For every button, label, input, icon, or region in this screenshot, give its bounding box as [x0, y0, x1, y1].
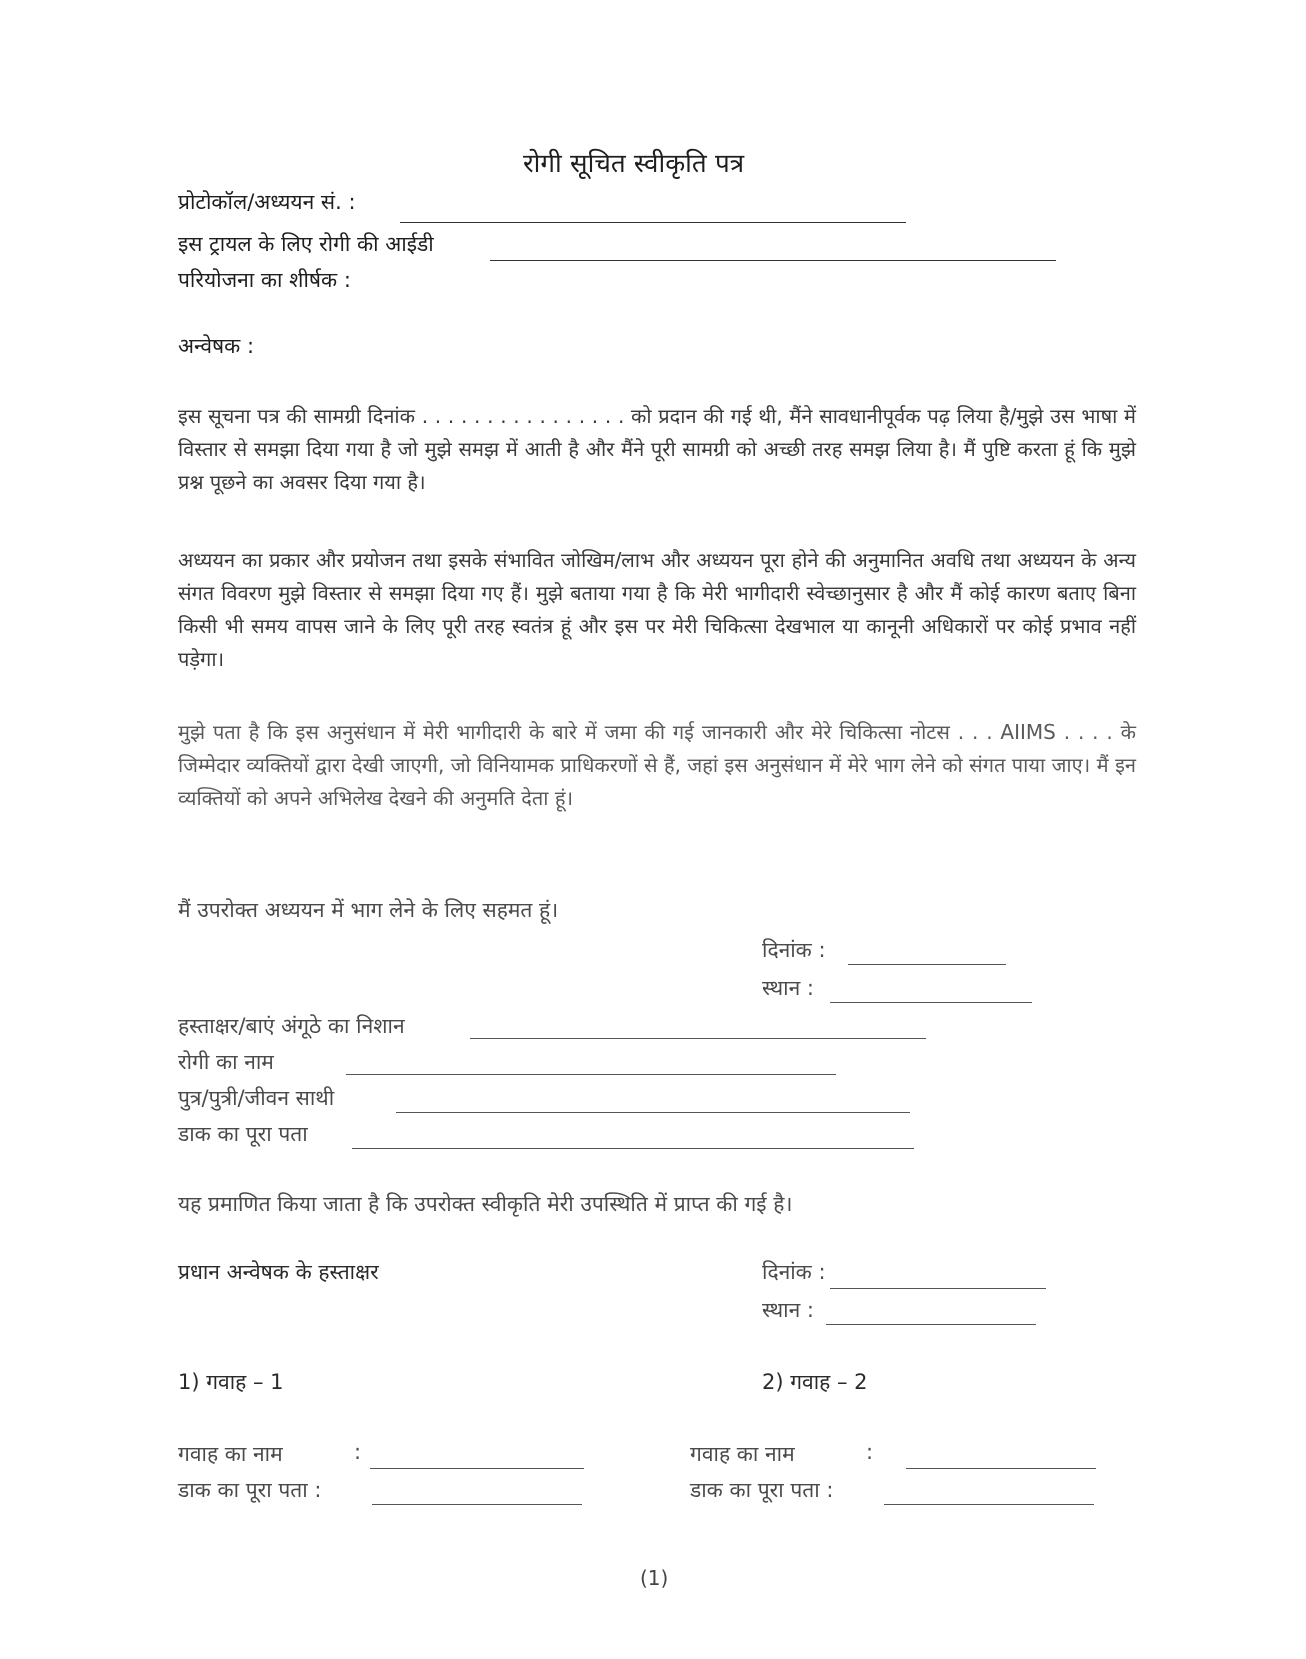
- witness-2-name-colon: :: [866, 1440, 874, 1464]
- witness-2-name-line[interactable]: [906, 1468, 1096, 1469]
- consent-place-line[interactable]: [830, 1002, 1032, 1003]
- witness-1-name-label: गवाह का नाम: [178, 1442, 283, 1466]
- certification-statement: यह प्रमाणित किया जाता है कि उपरोक्त स्वीकृति मेरी उपस्थिति में प्राप्त की गई है।: [178, 1192, 793, 1216]
- witness-2-heading: 2) गवाह – 2: [762, 1370, 868, 1394]
- witness-1-address-line[interactable]: [372, 1504, 582, 1505]
- relation-label: पुत्र/पुत्री/जीवन साथी: [178, 1086, 335, 1110]
- investigator-signature-label: प्रधान अन्वेषक के हस्ताक्षर: [178, 1260, 379, 1284]
- content-paragraph-3: मुझे पता है कि इस अनुसंधान में मेरी भागीदारी के बारे में जमा की गई जानकारी और मेरे चिकित्सा नोटस . . . AIIMS . . . . के जिम्मेदार व्यक्तियों द्वारा देखी जाएगी, जो विनियामक प्राधिकरणों से हैं, जहां इस अनुसंधान में मेरे भाग लेने को संगत पाया जाए। मैं इन व्यक्तियों को अपने अभिलेख देखने की अनुमति देता हूं।: [178, 720, 1136, 810]
- witness-1-name-line[interactable]: [370, 1468, 584, 1469]
- patient-id-label: इस ट्रायल के लिए रोगी की आईडी: [178, 232, 434, 256]
- consent-date-line[interactable]: [848, 964, 1006, 965]
- patient-address-line[interactable]: [352, 1148, 914, 1149]
- page-number: (1): [640, 1566, 669, 1590]
- witness-2-address-label: डाक का पूरा पता :: [690, 1478, 834, 1502]
- investigator-date-label: दिनांक :: [762, 1260, 826, 1284]
- consent-date-label: दिनांक :: [762, 938, 826, 962]
- investigator-place-label: स्थान :: [762, 1298, 815, 1322]
- content-paragraph-2: अध्ययन का प्रकार और प्रयोजन तथा इसके संभावित जोखिम/लाभ और अध्ययन पूरा होने की अनुमानित अवधि तथा अध्ययन के अन्य संगत विवरण मुझे विस्तार से समझा दिया गए हैं। मुझे बताया गया है कि मेरी भागीदारी स्वेच्छानुसार है और मैं कोई कारण बताए बिना किसी भी समय वापस जाने के लिए पूरी तरह स्वतंत्र हूं और इस पर मेरी चिकित्सा देखभाल या कानूनी अधिकारों पर कोई प्रभाव नहीं पड़ेगा।: [178, 548, 1136, 671]
- signature-thumb-line[interactable]: [470, 1038, 926, 1039]
- protocol-label: प्रोटोकॉल/अध्ययन सं. :: [178, 190, 356, 214]
- witness-1-heading: 1) गवाह – 1: [178, 1370, 284, 1394]
- patient-name-line[interactable]: [346, 1074, 836, 1075]
- investigator-label: अन्वेषक :: [178, 334, 255, 358]
- patient-name-label: रोगी का नाम: [178, 1050, 274, 1074]
- content-paragraph-1: इस सूचना पत्र की सामग्री दिनांक . . . . . . . . . . . . . . . . को प्रदान की गई थी, मैंने सावधानीपूर्वक पढ़ लिया है/मुझे उस भाषा में विस्तार से समझा दिया गया है जो मुझे समझ में आती है और मैंने पूरी सामग्री को अच्छी तरह समझ लिया है। मैं पुष्टि करता हूं कि मुझे प्रश्न पूछने का अवसर दिया गया है।: [178, 404, 1136, 494]
- relation-line[interactable]: [396, 1112, 910, 1113]
- consent-place-label: स्थान :: [762, 976, 815, 1000]
- signature-thumb-label: हस्ताक्षर/बाएं अंगूठे का निशान: [178, 1014, 405, 1038]
- project-title-label: परियोजना का शीर्षक :: [178, 268, 351, 292]
- witness-1-address-label: डाक का पूरा पता :: [178, 1478, 322, 1502]
- witness-1-name-colon: :: [354, 1440, 362, 1464]
- agreement-statement: मैं उपरोक्त अध्ययन में भाग लेने के लिए सहमत हूं।: [178, 898, 559, 922]
- witness-2-name-label: गवाह का नाम: [690, 1442, 795, 1466]
- witness-2-address-line[interactable]: [884, 1504, 1094, 1505]
- investigator-place-line[interactable]: [826, 1324, 1036, 1325]
- patient-id-input-line[interactable]: [490, 260, 1056, 261]
- form-title: रोगी सूचित स्वीकृति पत्र: [523, 149, 745, 179]
- protocol-input-line[interactable]: [400, 222, 906, 223]
- investigator-date-line[interactable]: [830, 1288, 1046, 1289]
- patient-address-label: डाक का पूरा पता: [178, 1122, 308, 1146]
